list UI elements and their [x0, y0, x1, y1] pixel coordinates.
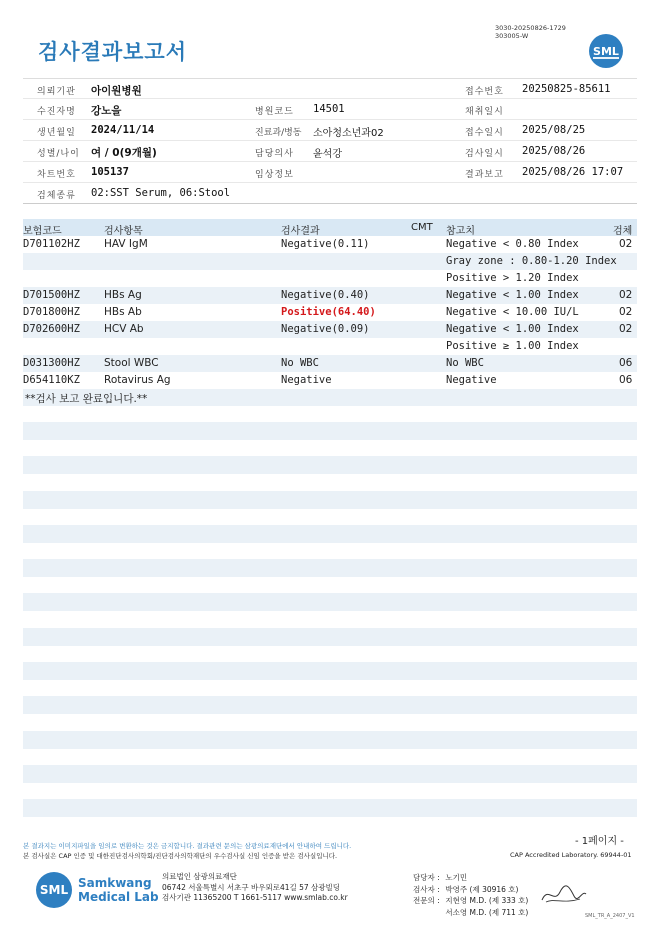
empty-rows — [23, 422, 637, 834]
table-row — [23, 270, 637, 287]
complete-note-row — [23, 389, 637, 406]
header-specimen: 검체 — [613, 226, 633, 237]
brand-name: Samkwang Medical Lab — [78, 876, 159, 904]
empty-row — [23, 765, 637, 783]
cell-code: D702600HZ — [23, 323, 80, 335]
report-date-label: 결과보고 — [465, 170, 504, 180]
cell-code: D701102HZ — [23, 238, 80, 250]
doctor-name: 윤석강 — [313, 149, 342, 160]
dept-label: 진료과/병동 — [255, 128, 302, 138]
hospital-code: 14501 — [313, 103, 345, 115]
cell-ref: Positive > 1.20 Index — [446, 272, 579, 284]
birth-label: 생년월일 — [37, 128, 76, 138]
chart-no-label: 차트번호 — [37, 170, 76, 180]
cell-specimen: 02 — [619, 323, 633, 335]
specimen-label: 검체종류 — [37, 191, 76, 201]
clinical-label: 임상정보 — [255, 170, 294, 180]
cell-result: Positive(64.40) — [281, 306, 376, 318]
table-row — [23, 355, 637, 372]
patient-name: 강노을 — [91, 105, 122, 117]
hospital-code-label: 병원코드 — [255, 107, 294, 117]
patient-info — [23, 78, 637, 204]
cell-code: D701800HZ — [23, 306, 80, 318]
cap-accreditation: CAP Accredited Laboratory. 69944-01 — [510, 851, 632, 859]
empty-row — [23, 662, 637, 680]
form-code: SML_TR_A_2407_V1 — [585, 913, 635, 919]
staff-list: 담당자 : 노기민 검사자 : 박영주 (제 30916 호) 전문의 : 지현영 M.D. (제 333 호) 서소영 M.D. (제 711 호) — [413, 873, 529, 917]
cell-result: Negative(0.40) — [281, 289, 370, 301]
report-title: 검사결과보고서 — [38, 40, 188, 64]
cell-result: Negative(0.11) — [281, 238, 370, 250]
signature-icon — [540, 882, 588, 908]
cell-ref: Negative — [446, 374, 497, 386]
empty-row — [23, 456, 637, 474]
header-ref: 참고치 — [446, 226, 475, 237]
cell-item: HCV Ab — [104, 323, 144, 335]
cell-specimen: 06 — [619, 374, 633, 386]
cell-result: Negative(0.09) — [281, 323, 370, 335]
empty-row — [23, 628, 637, 646]
notice-line-2: 본 검사실은 CAP 인증 및 대한진단검사의학회/진단검사의학재단의 우수검사실 신임 인증을 받은 검사실입니다. — [23, 852, 338, 860]
collect-date-label: 채취일시 — [465, 107, 504, 117]
header-item: 검사항목 — [104, 226, 143, 237]
results-table — [23, 219, 637, 406]
cell-specimen: 02 — [619, 306, 633, 318]
cell-ref: Gray zone : 0.80-1.20 Index — [446, 255, 617, 267]
empty-row — [23, 559, 637, 577]
complete-note: **검사 보고 완료입니다.** — [25, 393, 148, 405]
chart-no: 105137 — [91, 166, 129, 178]
cell-code: D654110KZ — [23, 374, 80, 386]
notice-line-1: 본 결과지는 이미지파일을 임의로 변환하는 것은 금지합니다. 결과관련 문의는 삼광의료재단에서 안내하여 드립니다. — [23, 842, 352, 850]
empty-row — [23, 799, 637, 817]
table-header — [23, 219, 637, 236]
cell-specimen: 02 — [619, 289, 633, 301]
page-number: - 1페이지 - — [575, 836, 624, 847]
cell-result: No WBC — [281, 357, 319, 369]
cell-ref: Positive ≥ 1.00 Index — [446, 340, 579, 352]
empty-row — [23, 731, 637, 749]
report-date: 2025/08/26 17:07 — [522, 166, 624, 178]
empty-row — [23, 696, 637, 714]
birth-date: 2024/11/14 — [91, 124, 155, 136]
cell-item: Rotavirus Ag — [104, 374, 171, 386]
table-row — [23, 304, 637, 321]
table-row — [23, 321, 637, 338]
cell-item: HBs Ag — [104, 289, 142, 301]
cell-ref: Negative < 10.00 IU/L — [446, 306, 579, 318]
sml-logo: SML — [589, 34, 623, 68]
cell-ref: Negative < 1.00 Index — [446, 323, 579, 335]
department: 소아청소년과02 — [313, 128, 384, 139]
empty-row — [23, 491, 637, 509]
cell-result: Negative — [281, 374, 332, 386]
lab-address: 의료법인 삼광의료재단 06742 서울특별시 서초구 바우뫼로41길 57 삼광빌딩 검사기관 11365200 T 1661-5117 www.smlab.co.kr — [162, 872, 348, 902]
receipt-no-label: 접수번호 — [465, 87, 504, 97]
doctor-label: 담당의사 — [255, 149, 294, 159]
cell-code: D031300HZ — [23, 357, 80, 369]
cell-ref: Negative < 1.00 Index — [446, 289, 579, 301]
header-code: 보험코드 — [23, 226, 62, 237]
specimen-types: 02:SST Serum, 06:Stool — [91, 187, 231, 199]
table-row — [23, 338, 637, 355]
cell-item: HAV IgM — [104, 238, 148, 250]
table-row — [23, 253, 637, 270]
sex-age-label: 성별/나이 — [37, 149, 80, 159]
test-date: 2025/08/26 — [522, 145, 586, 157]
document-code: 3030-20250826-1729 303005-W — [495, 24, 566, 40]
patient-label: 수진자명 — [37, 107, 76, 117]
table-row — [23, 236, 637, 253]
cell-item: HBs Ab — [104, 306, 142, 318]
header-result: 검사결과 — [281, 226, 320, 237]
cell-item: Stool WBC — [104, 357, 159, 369]
cell-specimen: 06 — [619, 357, 633, 369]
empty-row — [23, 525, 637, 543]
cell-ref: No WBC — [446, 357, 484, 369]
table-row — [23, 372, 637, 389]
empty-row — [23, 593, 637, 611]
sex-age: 여 / 0(9개월) — [91, 147, 157, 159]
receipt-date: 2025/08/25 — [522, 124, 586, 136]
test-date-label: 검사일시 — [465, 149, 504, 159]
receipt-date-label: 접수일시 — [465, 128, 504, 138]
cell-specimen: 02 — [619, 238, 633, 250]
sml-footer-logo: SML — [36, 872, 72, 908]
header-cmt: CMT — [411, 222, 433, 233]
empty-row — [23, 422, 637, 440]
cell-code: D701500HZ — [23, 289, 80, 301]
receipt-no: 20250825-85611 — [522, 83, 611, 95]
table-row — [23, 287, 637, 304]
institution: 아이원병원 — [91, 85, 142, 97]
institution-label: 의뢰기관 — [37, 87, 76, 97]
cell-ref: Negative < 0.80 Index — [446, 238, 579, 250]
